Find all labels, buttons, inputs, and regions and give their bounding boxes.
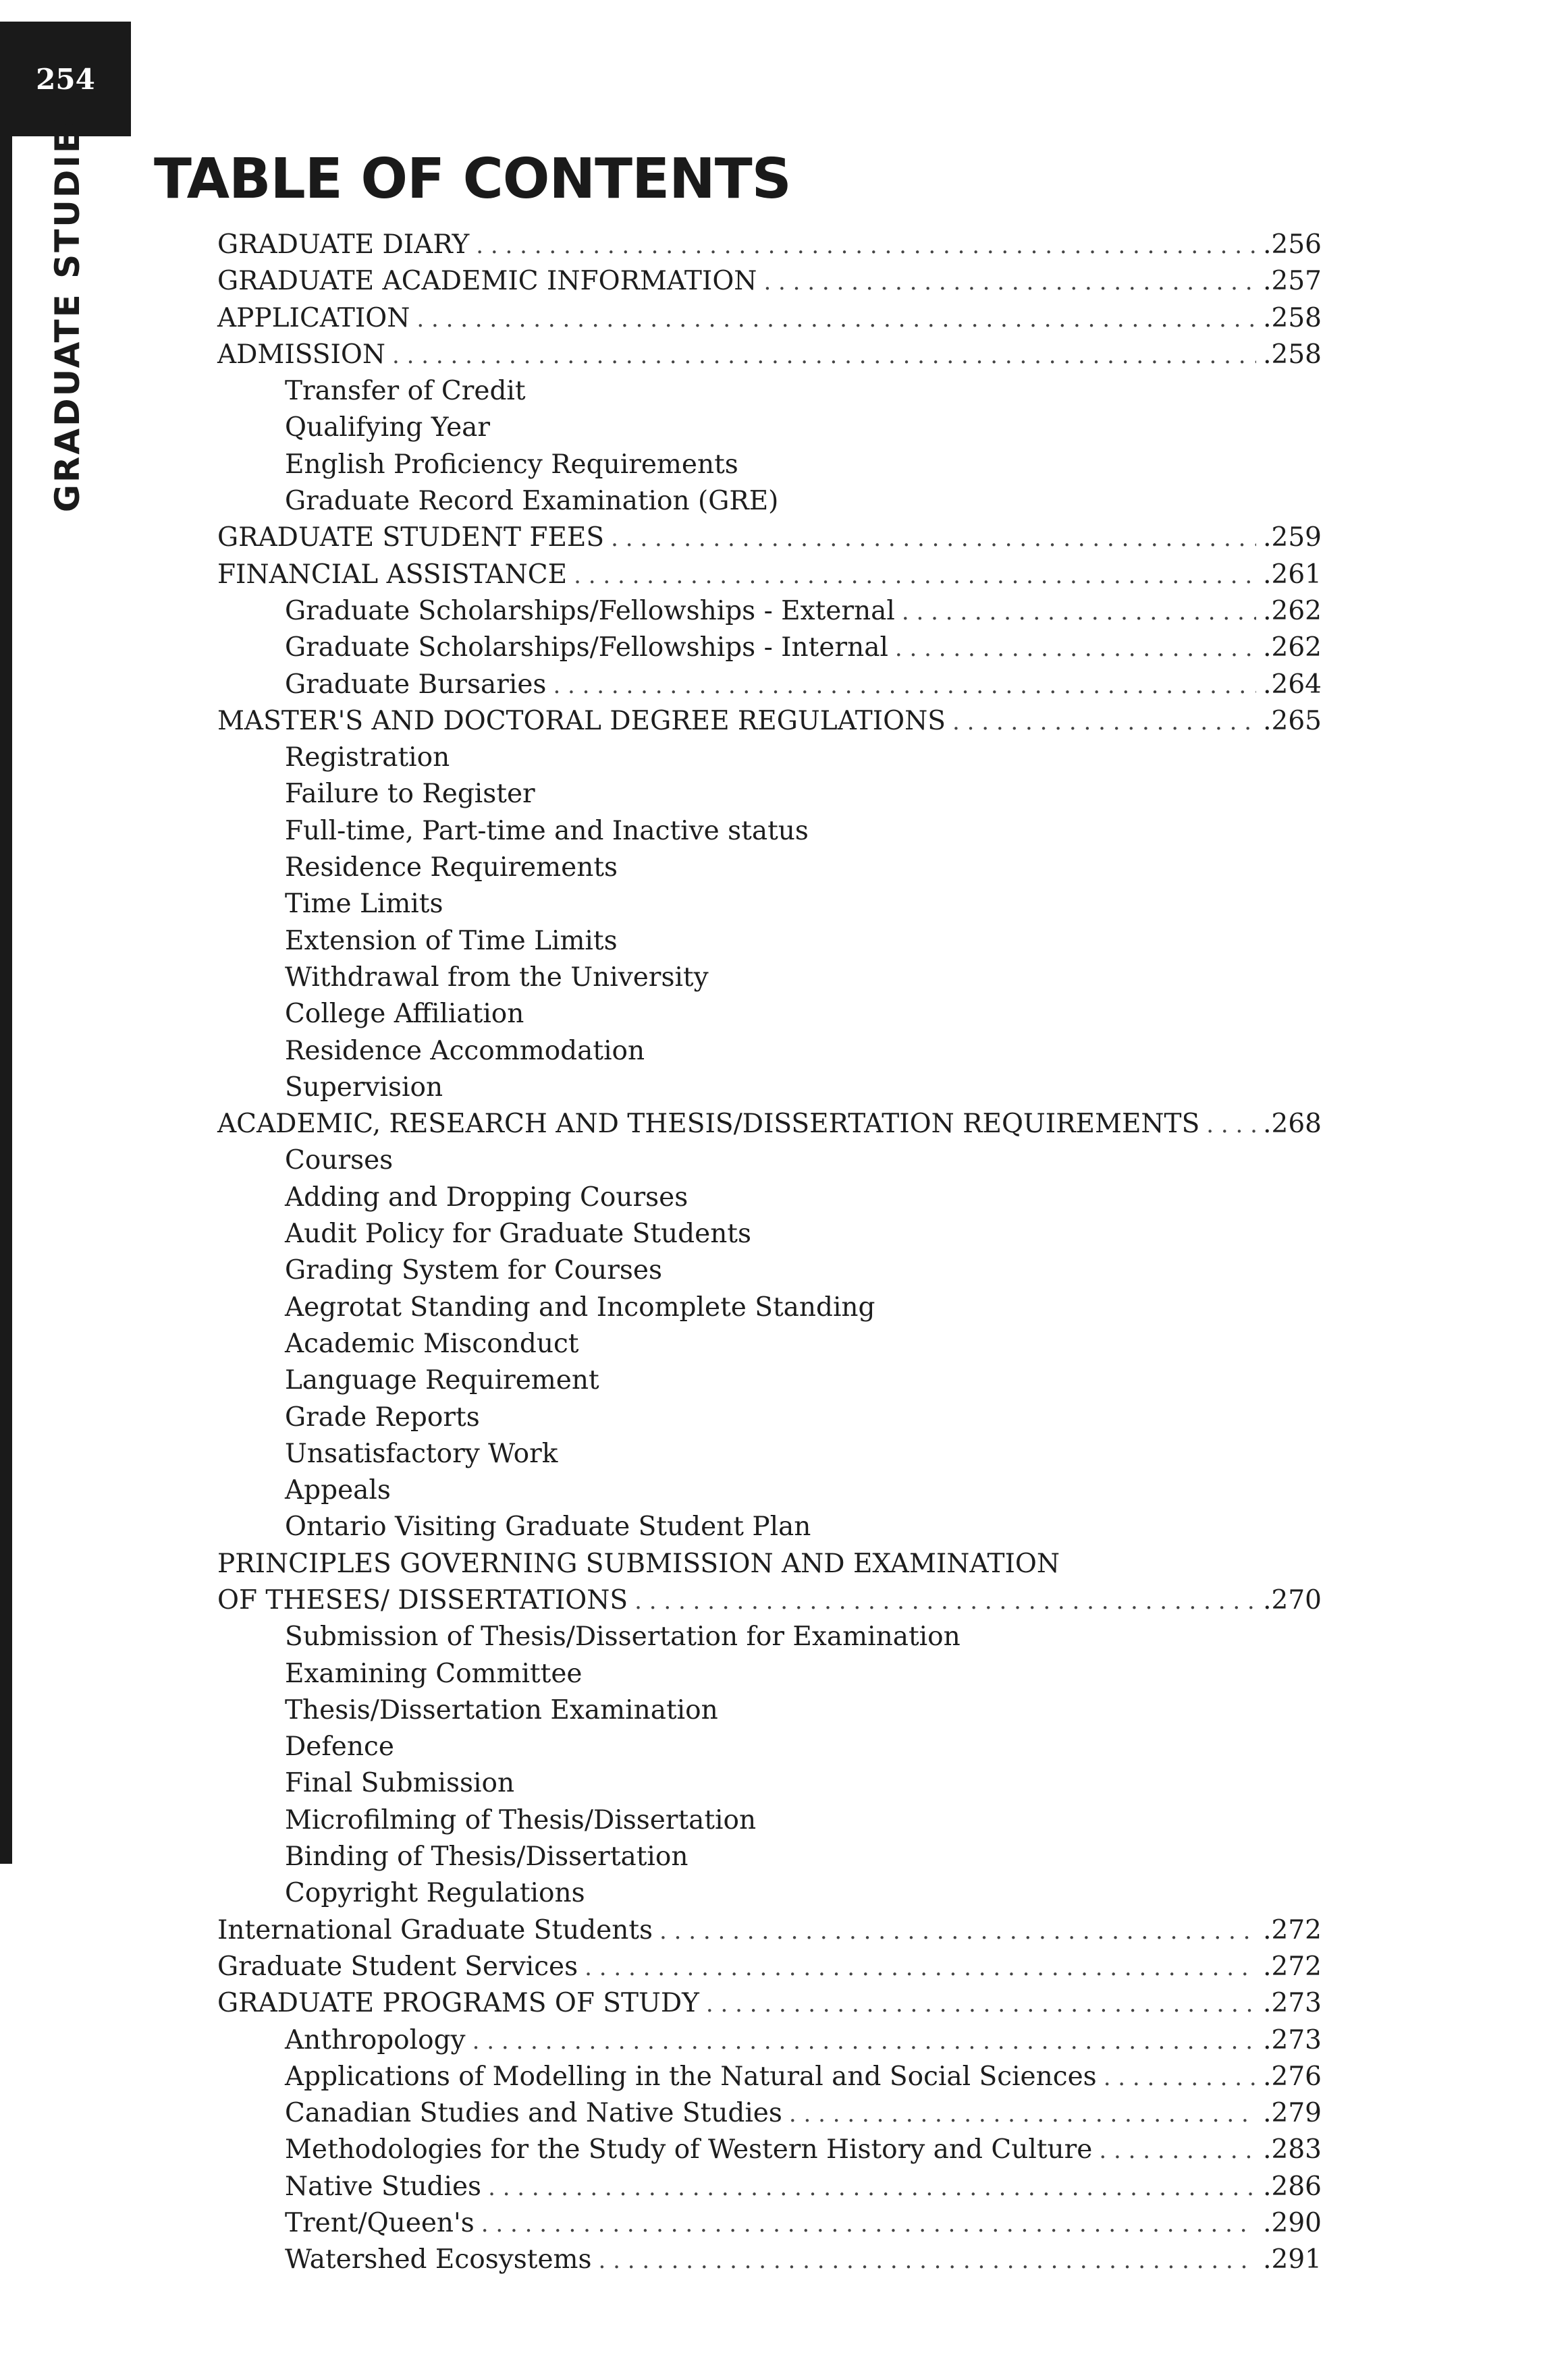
toc-subentry: [217, 593, 1322, 630]
toc-entry-label: Language Requirement: [285, 1365, 599, 1396]
toc-entry-label: Thesis/Dissertation Examination: [285, 1694, 718, 1725]
toc-entry-label: Academic Misconduct: [285, 1328, 579, 1359]
toc-page-number: .256: [1263, 229, 1322, 260]
toc-page-number: .279: [1263, 2098, 1322, 2129]
dot-leader: [659, 1913, 1256, 1949]
toc-entry-label: Final Submission: [285, 1768, 515, 1799]
toc-entry-label: Anthropology: [285, 2024, 466, 2055]
dot-leader: [706, 1986, 1256, 2022]
toc-entry-label: Defence: [285, 1732, 394, 1763]
toc-page-number: .286: [1263, 2171, 1322, 2202]
dot-leader: [488, 2169, 1256, 2206]
toc-entry-label: Unsatisfactory Work: [285, 1438, 558, 1469]
toc-entry-label: Full-time, Part-time and Inactive status: [285, 815, 809, 846]
toc-subentry: [217, 1802, 1322, 1839]
dot-leader: [481, 2206, 1256, 2242]
toc-entry-label: Watershed Ecosystems: [285, 2244, 592, 2275]
toc-subentry: [217, 1290, 1322, 1326]
toc-entry: [217, 263, 1322, 300]
toc-subentry: [217, 1180, 1322, 1216]
toc-page-number: .273: [1263, 2024, 1322, 2055]
dot-leader: [789, 2096, 1256, 2132]
toc-subentry: [217, 1326, 1322, 1362]
toc-subentry: [217, 2205, 1322, 2242]
dot-leader: [553, 667, 1256, 704]
toc-subentry: [217, 923, 1322, 960]
toc-subentry: [217, 1875, 1322, 1912]
toc-page-number: .262: [1263, 595, 1322, 626]
toc-entry: [217, 520, 1322, 556]
toc-entry-label: Adding and Dropping Courses: [285, 1182, 688, 1213]
toc-subentry: [217, 483, 1322, 520]
toc-entry-label: Methodologies for the Study of Western History and Culture: [285, 2134, 1093, 2165]
dot-leader: [902, 594, 1256, 630]
dot-leader: [392, 337, 1256, 374]
toc-entry: [217, 703, 1322, 740]
dot-leader: [1104, 2059, 1256, 2096]
toc-entry-label: GRADUATE DIARY: [217, 229, 470, 260]
dot-leader: [416, 301, 1256, 337]
toc-subentry: [217, 1252, 1322, 1289]
toc-page-number: .273: [1263, 1988, 1322, 2019]
toc-subentry: [217, 1142, 1322, 1179]
toc-subentry: [217, 410, 1322, 446]
toc-page-number: .268: [1263, 1109, 1322, 1140]
dot-leader: [476, 227, 1256, 264]
toc-entry-label: GRADUATE PROGRAMS OF STUDY: [217, 1988, 699, 2019]
toc-subentry: [217, 1765, 1322, 1802]
toc-entry-label: Graduate Record Examination (GRE): [285, 486, 779, 517]
toc-entry-label: Submission of Thesis/Dissertation for Examination: [285, 1622, 961, 1653]
toc-subentry: [217, 740, 1322, 776]
dot-leader: [585, 1949, 1256, 1986]
toc-entry: [217, 1106, 1322, 1142]
dot-leader: [763, 264, 1256, 300]
toc-entry-label: Applications of Modelling in the Natural and Social Sciences: [285, 2061, 1097, 2092]
toc-entry-label: Grade Reports: [285, 1402, 480, 1433]
toc-page-number: .272: [1263, 1914, 1322, 1945]
toc-subentry: [217, 447, 1322, 483]
toc-subentry: [217, 1436, 1322, 1472]
toc-entry-label: GRADUATE STUDENT FEES: [217, 522, 605, 553]
toc-entry-label: Extension of Time Limits: [285, 925, 618, 956]
dot-leader: [1206, 1107, 1256, 1143]
toc-entry-label: Copyright Regulations: [285, 1878, 585, 1909]
toc-entry-label: Native Studies: [285, 2171, 482, 2202]
toc-entry-label: ACADEMIC, RESEARCH AND THESIS/DISSERTATION REQUIREMENTS: [217, 1109, 1200, 1140]
toc-subentry: [217, 2169, 1322, 2205]
toc-entry: [217, 1985, 1322, 2022]
toc-entry-label: Failure to Register: [285, 779, 535, 810]
toc-entry-label: Examining Committee: [285, 1658, 583, 1689]
toc-entry-label: Withdrawal from the University: [285, 962, 709, 993]
toc-entry: [217, 1949, 1322, 1985]
toc-subentry: [217, 2242, 1322, 2278]
toc-page-number: .265: [1263, 705, 1322, 736]
toc-page-number: .270: [1263, 1584, 1322, 1615]
toc-page-number: .290: [1263, 2208, 1322, 2239]
toc-entry-label: Supervision: [285, 1072, 443, 1103]
dot-leader: [1099, 2132, 1256, 2169]
toc-subentry: [217, 850, 1322, 886]
toc-entry-label: Ontario Visiting Graduate Student Plan: [285, 1512, 811, 1543]
toc-entry-label: Trent/Queen's: [285, 2208, 475, 2239]
toc-entry-label: Grading System for Courses: [285, 1255, 663, 1286]
toc-subentry: [217, 630, 1322, 666]
toc-entry-label: Registration: [285, 742, 450, 773]
toc-subentry: [217, 1656, 1322, 1692]
toc-entry-label: Canadian Studies and Native Studies: [285, 2098, 782, 2129]
toc-entry-label: Appeals: [285, 1475, 391, 1506]
toc-page-number: .259: [1263, 522, 1322, 553]
toc-entry-label: College Affiliation: [285, 999, 524, 1030]
toc-entry-label: Qualifying Year: [285, 412, 491, 443]
dot-leader: [895, 630, 1256, 667]
toc-page-number: .258: [1263, 302, 1322, 333]
page-number: 254: [0, 22, 131, 136]
toc-subentry: [217, 1839, 1322, 1875]
toc-page-number: .291: [1263, 2244, 1322, 2275]
toc-entry-label: ADMISSION: [217, 339, 386, 370]
toc-subentry: [217, 1472, 1322, 1509]
toc-subentry: [217, 1033, 1322, 1070]
toc-page-number: .272: [1263, 1951, 1322, 1982]
toc-entry-label: Transfer of Credit: [285, 376, 526, 407]
section-side-label: GRADUATE STUDIES: [48, 101, 87, 513]
toc-subentry: [217, 1216, 1322, 1252]
toc-entry-label: English Proficiency Requirements: [285, 449, 738, 480]
toc-subentry: [217, 1729, 1322, 1765]
toc-page-number: .257: [1263, 266, 1322, 297]
toc-page-number: .276: [1263, 2061, 1322, 2092]
dot-leader: [634, 1583, 1256, 1620]
toc-entry-label: Aegrotat Standing and Incomplete Standing: [285, 1292, 875, 1323]
toc-subentry: [217, 813, 1322, 850]
toc-entry-label: Residence Accommodation: [285, 1035, 645, 1066]
toc-entry-label: International Graduate Students: [217, 1914, 653, 1945]
dot-leader: [599, 2242, 1257, 2279]
toc-entry-label: GRADUATE ACADEMIC INFORMATION: [217, 266, 757, 297]
side-bar: [0, 136, 12, 1864]
toc-subentry: [217, 373, 1322, 410]
toc-subentry: [217, 2059, 1322, 2095]
toc-subentry: [217, 996, 1322, 1032]
dot-leader: [574, 557, 1256, 594]
toc-entry-label: Courses: [285, 1145, 394, 1176]
toc-subentry: [217, 2095, 1322, 2132]
toc-entry-label: Graduate Scholarships/Fellowships - Internal: [285, 632, 888, 663]
toc-subentry: [217, 667, 1322, 703]
page-title: TABLE OF CONTENTS: [154, 147, 791, 211]
toc-subentry: [217, 1070, 1322, 1106]
toc-entry-label: Binding of Thesis/Dissertation: [285, 1842, 688, 1873]
toc-entry-label: Microfilming of Thesis/Dissertation: [285, 1804, 757, 1835]
dot-leader: [611, 520, 1256, 557]
dot-leader: [952, 704, 1256, 740]
toc-entry-label: MASTER'S AND DOCTORAL DEGREE REGULATIONS: [217, 705, 946, 736]
toc-entry-label: Graduate Student Services: [217, 1951, 578, 1982]
toc-subentry: [217, 886, 1322, 922]
toc-subentry: [217, 1509, 1322, 1545]
toc-page-number: .264: [1263, 669, 1322, 700]
toc-entry: [217, 1912, 1322, 1949]
toc-entry-label: Residence Requirements: [285, 852, 618, 883]
toc-entry: [217, 300, 1322, 337]
toc-list: [217, 227, 1322, 2279]
toc-page-number: .261: [1263, 559, 1322, 590]
toc-entry-label: Graduate Bursaries: [285, 669, 547, 700]
toc-entry-label: PRINCIPLES GOVERNING SUBMISSION AND EXAMINATION: [217, 1548, 1060, 1579]
toc-entry: [217, 1582, 1322, 1619]
toc-entry-label: APPLICATION: [217, 302, 410, 333]
toc-subentry: [217, 2132, 1322, 2168]
toc-subentry: [217, 1692, 1322, 1729]
dot-leader: [472, 2023, 1257, 2059]
toc-subentry: [217, 960, 1322, 996]
toc-entry: [217, 227, 1322, 263]
toc-subentry: [217, 1362, 1322, 1399]
toc-subentry: [217, 776, 1322, 812]
toc-page-number: .258: [1263, 339, 1322, 370]
toc-entry-label: Graduate Scholarships/Fellowships - External: [285, 595, 895, 626]
toc-entry-label: FINANCIAL ASSISTANCE: [217, 559, 568, 590]
toc-entry-label: Audit Policy for Graduate Students: [285, 1219, 751, 1250]
toc-entry: [217, 337, 1322, 373]
toc-subentry: [217, 1400, 1322, 1436]
toc-subentry: [217, 2022, 1322, 2059]
toc-entry: [217, 557, 1322, 593]
toc-entry-label: OF THESES/ DISSERTATIONS: [217, 1584, 628, 1615]
toc-page-number: .283: [1263, 2134, 1322, 2165]
toc-page-number: .262: [1263, 632, 1322, 663]
toc-subentry: [217, 1619, 1322, 1655]
toc-entry-label: Time Limits: [285, 889, 443, 920]
toc-entry: [217, 1546, 1322, 1582]
